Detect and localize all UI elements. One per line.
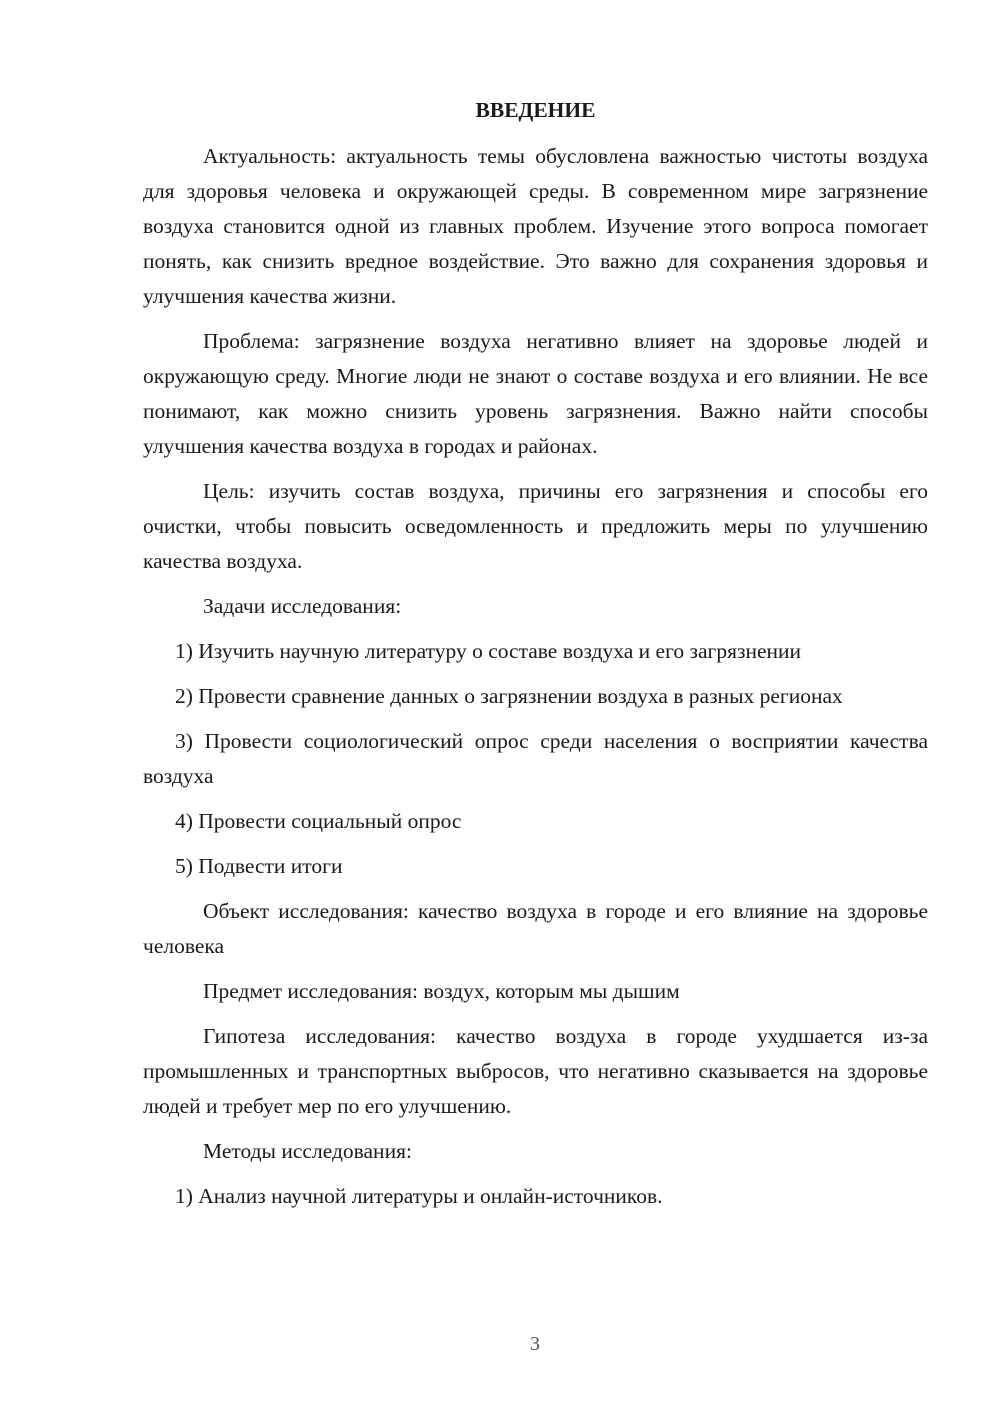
problem-paragraph: Проблема: загрязнение воздуха негативно влияет на здоровье людей и окружающую среду. Многие люди не знают о составе воздуха и его влиянии. Не все понимают, как можно снизить уровень загрязнения. Важно найти способы улучшения качества воздуха в городах и районах. — [143, 329, 928, 458]
task-item-2: 2) Провести сравнение данных о загрязнении воздуха в разных регионах — [175, 684, 843, 708]
tasks-heading: Задачи исследования: — [203, 594, 402, 618]
task-item-1: 1) Изучить научную литературу о составе воздуха и его загрязнении — [175, 639, 802, 663]
goal-paragraph: Цель: изучить состав воздуха, причины его загрязнения и способы его очистки, чтобы повысить осведомленность и предложить меры по улучшению качества воздуха. — [143, 479, 928, 573]
subject-paragraph: Предмет исследования: воздух, которым мы дышим — [203, 979, 680, 1003]
task-item-3: 3) Провести социологический опрос среди населения о восприятии качества воздуха — [143, 729, 928, 788]
methods-heading: Методы исследования: — [203, 1139, 412, 1163]
section-title: ВВЕДЕНИЕ — [475, 98, 596, 122]
method-item-1: 1) Анализ научной литературы и онлайн-источников. — [175, 1184, 663, 1208]
task-item-5: 5) Подвести итоги — [175, 854, 343, 878]
page-number: 3 — [530, 1333, 540, 1355]
object-paragraph: Объект исследования: качество воздуха в городе и его влияние на здоровье человека — [143, 899, 928, 958]
hypothesis-paragraph: Гипотеза исследования: качество воздуха в городе ухудшается из-за промышленных и транспортных выбросов, что негативно сказывается на здоровье людей и требует мер по его улучшению. — [143, 1024, 928, 1118]
relevance-paragraph: Актуальность: актуальность темы обусловлена важностью чистоты воздуха для здоровья человека и окружающей среды. В современном мире загрязнение воздуха становится одной из главных проблем. Изучение этого вопроса помогает понять, как снизить вредное воздействие. Это важно для сохранения здоровья и улучшения качества жизни. — [143, 144, 928, 308]
task-item-4: 4) Провести социальный опрос — [175, 809, 462, 833]
document-page — [143, 95, 928, 1224]
